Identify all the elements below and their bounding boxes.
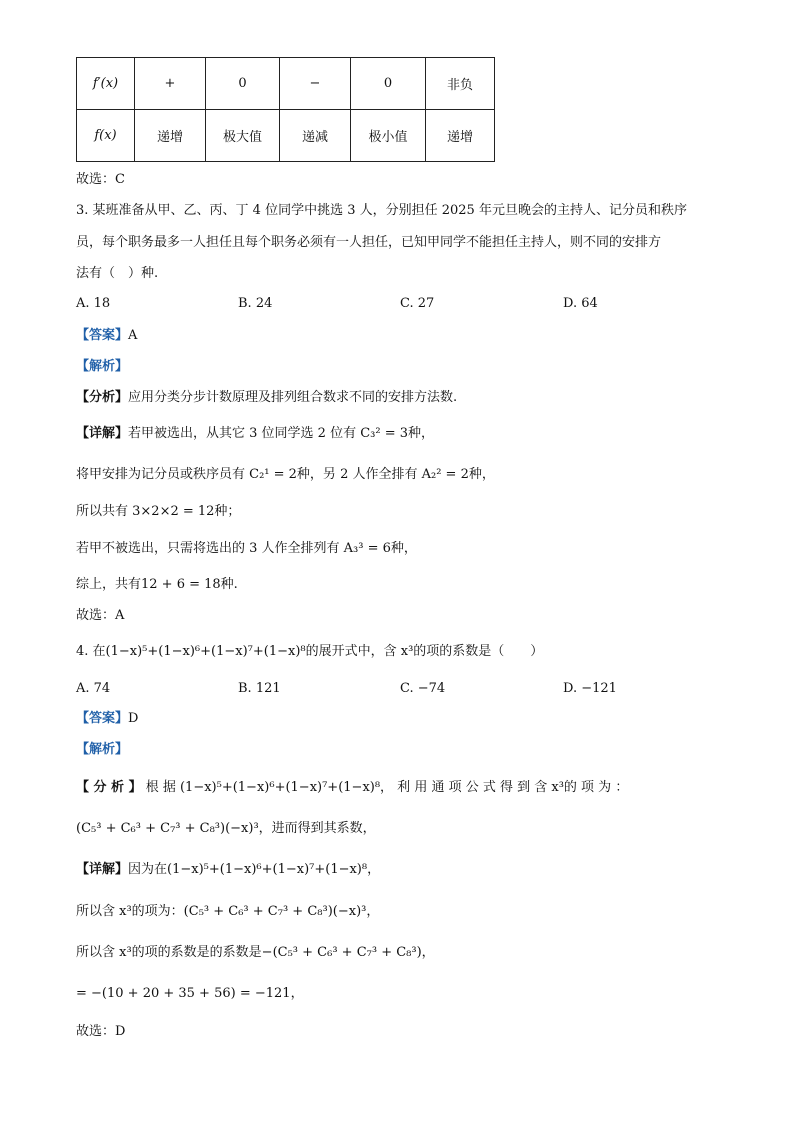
- analysis-heading: 【解析】: [76, 742, 129, 757]
- table-cell: 极小值: [351, 110, 426, 162]
- answer-value: A: [128, 328, 138, 343]
- table-cell: f′(x): [77, 58, 135, 110]
- answer-line: 故选：C: [76, 172, 125, 187]
- answer-line: [76, 329, 137, 342]
- option-b: B. 24: [238, 296, 273, 311]
- analysis-heading: 【解析】: [76, 359, 129, 374]
- detail-line: [76, 863, 380, 876]
- analysis-text: 根 据 (1−x)⁵+(1−x)⁶+(1−x)⁷+(1−x)⁸， 利 用 通 项 公 式 得 到 含 x³的 项 为 ：: [141, 780, 629, 795]
- option-b: B. 121: [238, 681, 281, 696]
- detail-line: 所以含 x³的项为：(C₅³ + C₆³ + C₇³ + C₈³)(−x)³，: [76, 904, 380, 919]
- question-3-text: 3. 某班准备从甲、乙、丙、丁 4 位同学中挑选 3 人，分别担任 2025 年元旦晚会的主持人、记分员和秩序: [76, 203, 687, 218]
- analysis-tag: 【分析】: [76, 390, 129, 405]
- analysis-line: [76, 781, 628, 794]
- answer-line: 故选：D: [76, 1024, 126, 1039]
- option-a: A. 74: [76, 681, 111, 696]
- table-cell: 递增: [135, 110, 206, 162]
- answer-line: [76, 712, 138, 725]
- option-d: D. 64: [563, 296, 598, 311]
- option-c: C. −74: [400, 681, 446, 696]
- table-cell: 极大值: [206, 110, 280, 162]
- sign-table: [76, 57, 495, 162]
- analysis-line: [76, 391, 457, 404]
- question-4-text: 4. 在(1−x)⁵+(1−x)⁶+(1−x)⁷+(1−x)⁸的展开式中，含 x³的项的系数是（ ）: [76, 644, 544, 659]
- table-cell: +: [135, 58, 206, 110]
- detail-line: 将甲安排为记分员或秩序员有 C₂¹ = 2种，另 2 人作全排有 A₂² = 2种，: [76, 467, 495, 482]
- table-row: [77, 58, 495, 110]
- answer-line: 故选：A: [76, 608, 125, 623]
- answer-value: D: [128, 711, 139, 726]
- table-cell: −: [280, 58, 351, 110]
- detail-line: = −(10 + 20 + 35 + 56) = −121，: [76, 986, 304, 1001]
- option-a: A. 18: [76, 296, 111, 311]
- detail-tag: 【详解】: [76, 426, 129, 441]
- table-cell: 递增: [426, 110, 495, 162]
- detail-text: 因为在(1−x)⁵+(1−x)⁶+(1−x)⁷+(1−x)⁸，: [128, 862, 381, 877]
- answer-tag: 【答案】: [76, 328, 129, 343]
- detail-text: 若甲被选出，从其它 3 位同学选 2 位有 C₃² = 3种，: [128, 426, 435, 441]
- table-cell: 非负: [426, 58, 495, 110]
- analysis-tag: 【 分 析 】: [76, 780, 142, 795]
- analysis-text: 应用分类分步计数原理及排列组合数求不同的安排方法数.: [128, 390, 458, 405]
- answer-tag: 【答案】: [76, 711, 129, 726]
- question-3-text: 员，每个职务最多一人担任且每个职务必须有一人担任，已知甲同学不能担任主持人，则不同的安排方: [76, 235, 662, 250]
- table-cell: 0: [351, 58, 426, 110]
- table-cell: f(x): [77, 110, 135, 162]
- table-row: [77, 110, 495, 162]
- detail-tag: 【详解】: [76, 862, 129, 877]
- detail-line: [76, 427, 434, 440]
- table-cell: 递减: [280, 110, 351, 162]
- question-3-text: 法有（ ）种.: [76, 266, 159, 281]
- detail-line: 综上，共有12 + 6 = 18种.: [76, 577, 238, 592]
- analysis-line: (C₅³ + C₆³ + C₇³ + C₈³)(−x)³，进而得到其系数，: [76, 821, 376, 836]
- detail-line: 若甲不被选出，只需将选出的 3 人作全排列有 A₃³ = 6种，: [76, 541, 417, 556]
- detail-line: 所以共有 3×2×2 = 12种；: [76, 504, 241, 519]
- detail-line: 所以含 x³的项的系数是的系数是−(C₅³ + C₆³ + C₇³ + C₈³)，: [76, 945, 435, 960]
- option-d: D. −121: [563, 681, 617, 696]
- table-cell: 0: [206, 58, 280, 110]
- option-c: C. 27: [400, 296, 435, 311]
